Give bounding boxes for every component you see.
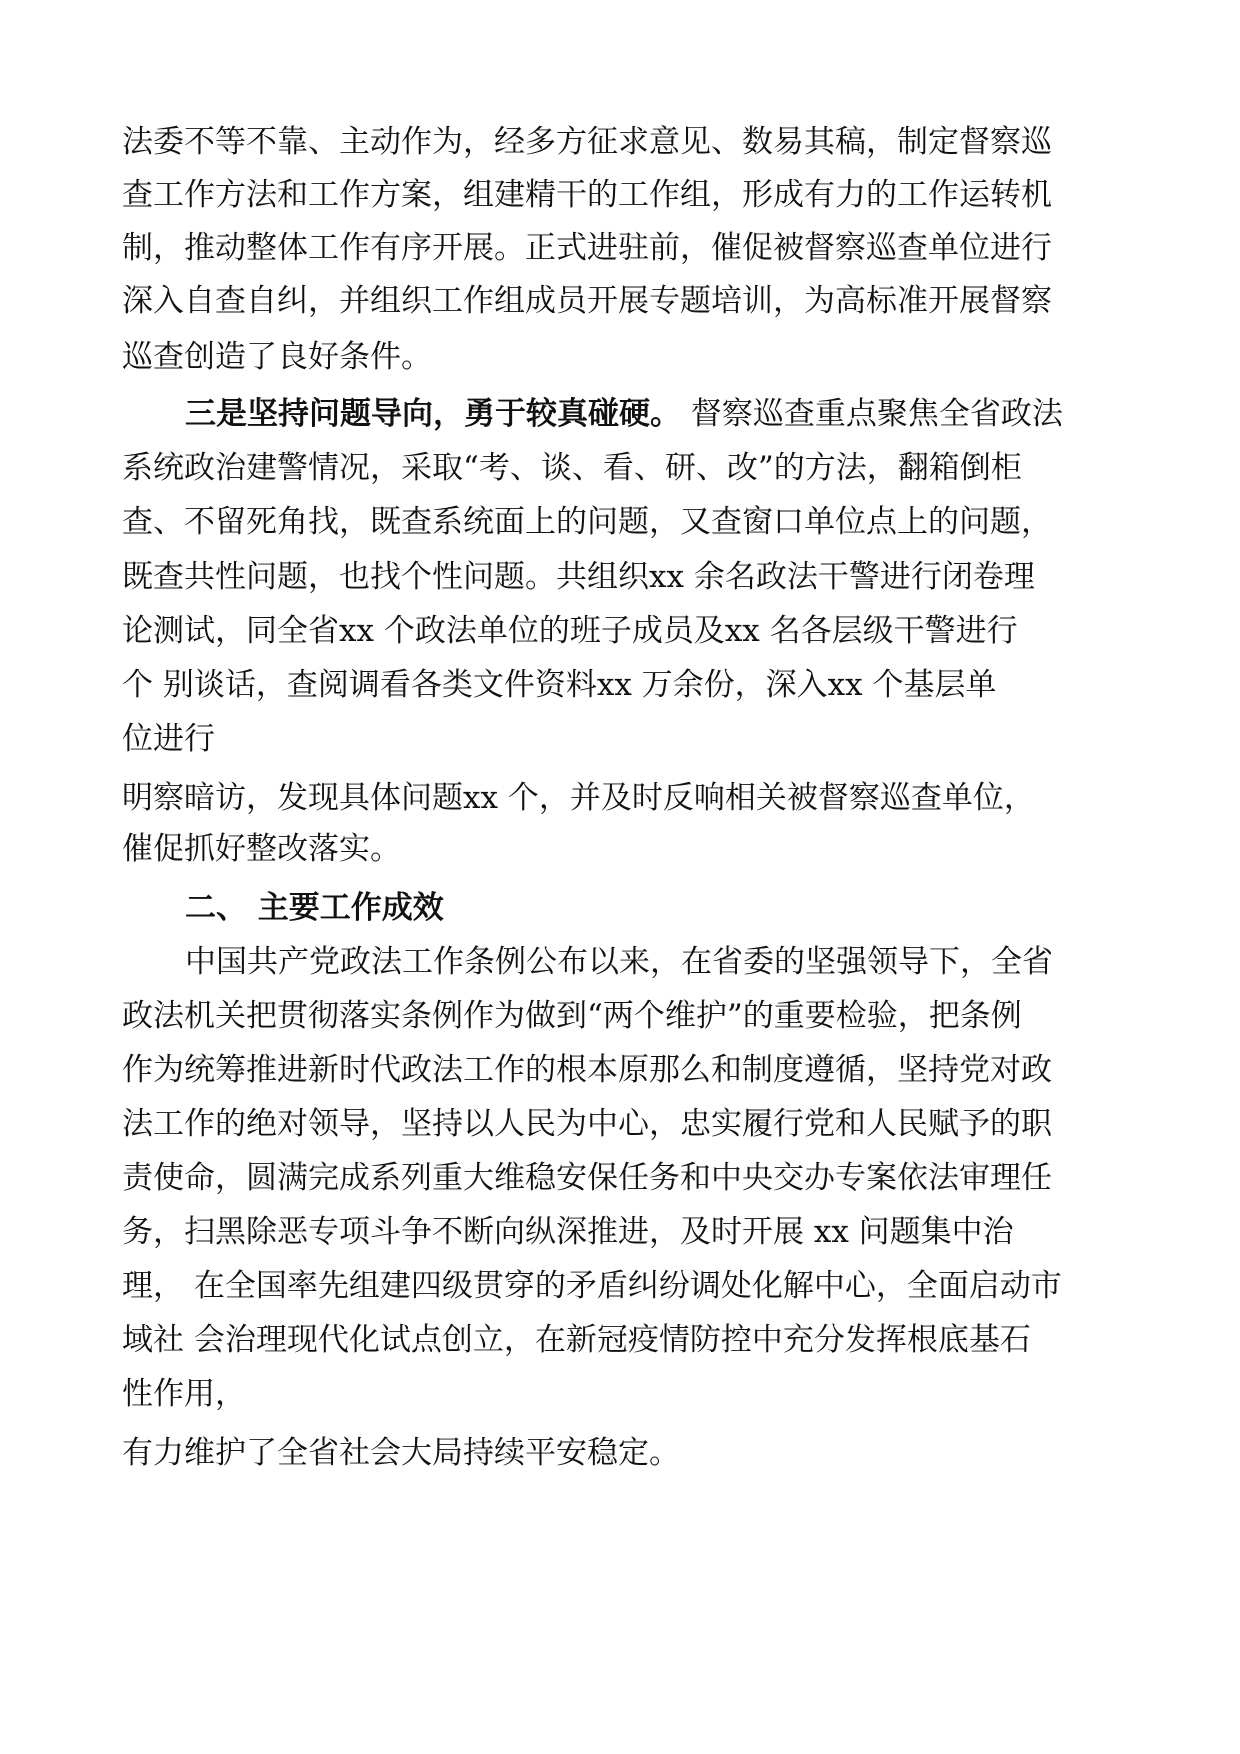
paragraph-2-line-6: 个 别谈话，查阅调看各类文件资料xx 万余份，深入xx 个基层单 [122, 667, 997, 703]
paragraph-3-line-6: 务，扫黑除恶专项斗争不断向纵深推进，及时开展 xx 问题集中治 [122, 1214, 1014, 1250]
paragraph-2-line-2: 系统政治建警情况，采取“考、谈、看、研、改”的方法，翻箱倒柜 [122, 450, 1022, 486]
paragraph-1-line-4: 深入自查自纠，并组织工作组成员开展专题培训，为高标准开展督察 [122, 283, 1052, 319]
paragraph-2-line-1 [185, 394, 1063, 434]
paragraph-1-line-1: 法委不等不靠、主动作为，经多方征求意见、数易其稿，制定督察巡 [122, 124, 1052, 160]
paragraph-2-lead: 三是坚持问题导向，勇于较真碰硬。 [185, 396, 681, 432]
paragraph-3-line-3: 作为统筹推进新时代政法工作的根本原那么和制度遵循，坚持党对政 [122, 1052, 1052, 1088]
paragraph-3-line-5: 责使命，圆满完成系列重大维稳安保任务和中央交办专案依法审理任 [122, 1160, 1052, 1196]
section-heading: 二、 主要工作成效 [185, 890, 444, 926]
paragraph-3-line-2: 政法机关把贯彻落实条例作为做到“两个维护”的重要检验，把条例 [122, 998, 1022, 1034]
paragraph-1-line-3: 制，推动整体工作有序开展。正式进驻前，催促被督察巡查单位进行 [122, 230, 1052, 266]
paragraph-3-line-8: 域社 会治理现代化试点创立，在新冠疫情防控中充分发挥根底基石 [122, 1322, 1031, 1358]
paragraph-3-line-9: 性作用， [122, 1376, 246, 1412]
paragraph-2-line-8: 明察暗访，发现具体问题xx 个，并及时反响相关被督察巡查单位， [122, 780, 1035, 816]
paragraph-1-line-5: 巡查创造了良好条件。 [122, 339, 432, 375]
paragraph-1-line-2: 查工作方法和工作方案，组建精干的工作组，形成有力的工作运转机 [122, 177, 1052, 213]
paragraph-2-line-3: 查、不留死角找，既查系统面上的问题，又查窗口单位点上的问题， [122, 504, 1052, 540]
paragraph-3-line-4: 法工作的绝对领导，坚持以人民为中心，忠实履行党和人民赋予的职 [122, 1106, 1052, 1142]
paragraph-2-first-line-rest: 督察巡查重点聚焦全省政法 [681, 396, 1063, 432]
paragraph-2-line-5: 论测试，同全省xx 个政法单位的班子成员及xx 名各层级干警进行 [122, 613, 1018, 649]
paragraph-3-line-7: 理， 在全国率先组建四级贯穿的矛盾纠纷调处化解中心，全面启动市 [122, 1268, 1062, 1304]
paragraph-3-line-10: 有力维护了全省社会大局持续平安稳定。 [122, 1435, 680, 1471]
paragraph-2-line-7: 位进行 [122, 721, 215, 757]
paragraph-3-line-1: 中国共产党政法工作条例公布以来，在省委的坚强领导下，全省 [185, 944, 1053, 980]
paragraph-2-line-4: 既查共性问题，也找个性问题。共组织xx 余名政法干警进行闭卷理 [122, 559, 1035, 595]
paragraph-2-line-9: 催促抓好整改落实。 [122, 831, 401, 867]
